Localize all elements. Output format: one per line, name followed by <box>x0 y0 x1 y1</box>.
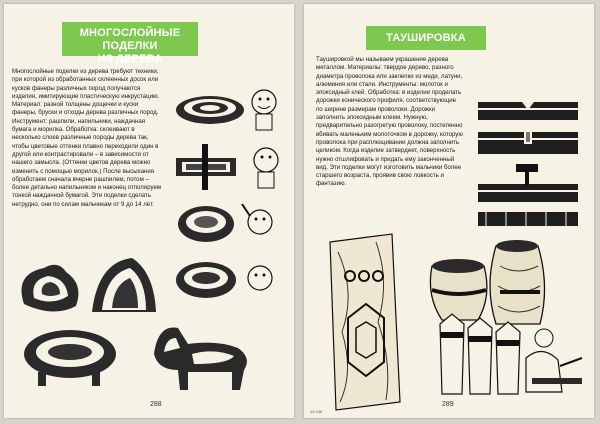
shell-figurine-illustration <box>84 252 164 322</box>
page-title-box <box>62 22 198 65</box>
craftsmen-illustration <box>422 304 588 400</box>
page-title: ТАУШИРОВКА <box>386 32 466 44</box>
body-text: Таушировкой мы называем украшение дерева металлом. Материалы: твердое дерево, разного диаметра проволока или заклепки из меди, латуни, алюминия или стали. Инструменты: молоток и эпоксидный клей. Обработка: в изделии проделать дорожки конического профиля, соответствующие по ширине размерам проволоки. Дорожки заполнить эпоксидным клеем. Нужную, предварительно разогретую проволоку, постепенно вбивать маленьким молоточком в дорожку, которую проволока при расплющивании должна заполнить целиком. Когда изделие затвердеет, поверхность нужно отшлифовать и придать ему законченный вид. Эти поделки могут изготовить мальчики более старшего возраста, проявив свою ловкость и фантазию. <box>316 56 463 188</box>
page-title-box <box>366 26 486 50</box>
bowl-illustration <box>172 200 282 250</box>
print-mark: 19 446 <box>310 409 323 414</box>
page-number: 288 <box>150 401 162 408</box>
page-number: 289 <box>442 401 454 408</box>
clamp-illustration <box>172 142 282 192</box>
hammer-diagram <box>476 162 584 208</box>
horse-figurine-illustration <box>148 314 258 394</box>
inlaid-board-illustration <box>326 232 404 412</box>
pig-figurine-illustration <box>18 322 128 392</box>
bird-figurine-illustration <box>14 254 94 324</box>
body-text: Многослойные поделки из дерева требуют техники, при которой из обработанных склеенных досок или кусков фанеры различных пород получаются изделия, имитирующие пластическую инкрустацию. Материал: разной толщены дощечки и куски фанеры, бруски и отходы дерева различных пород. Инструмент: рашпили, напильники, наждачная бумага и морилка. Обработка: склеивают в несколько слоев различные породы дерева так, чтобы цветовые оттенки плавно переходили один в другой или контрастировали – в зависимости от нашего замысла. (Оттенки цветов дерева можно изменить с помощью морилок.) После высыхания обработаем сначала вчерне рашпилем, потом – более детально напильником и наконец отполируем тонкой наждачной бумагой. Эти поделки сделать нетрудно, они по силам мальчикам от 9 до 14 лет. <box>12 68 162 208</box>
groove-diagram-2 <box>476 128 584 158</box>
page-title-line-2: ИЗ ДЕРЕВА <box>97 53 163 65</box>
striped-block-diagram <box>476 210 584 228</box>
right-page <box>304 4 594 418</box>
disc-illustration-2 <box>172 258 282 304</box>
page-title-line-1: МНОГОСЛОЙНЫЕ ПОДЕЛКИ <box>79 27 181 52</box>
groove-diagram-1 <box>476 96 584 126</box>
left-page <box>4 4 294 418</box>
wood-disc-illustration <box>172 84 282 134</box>
